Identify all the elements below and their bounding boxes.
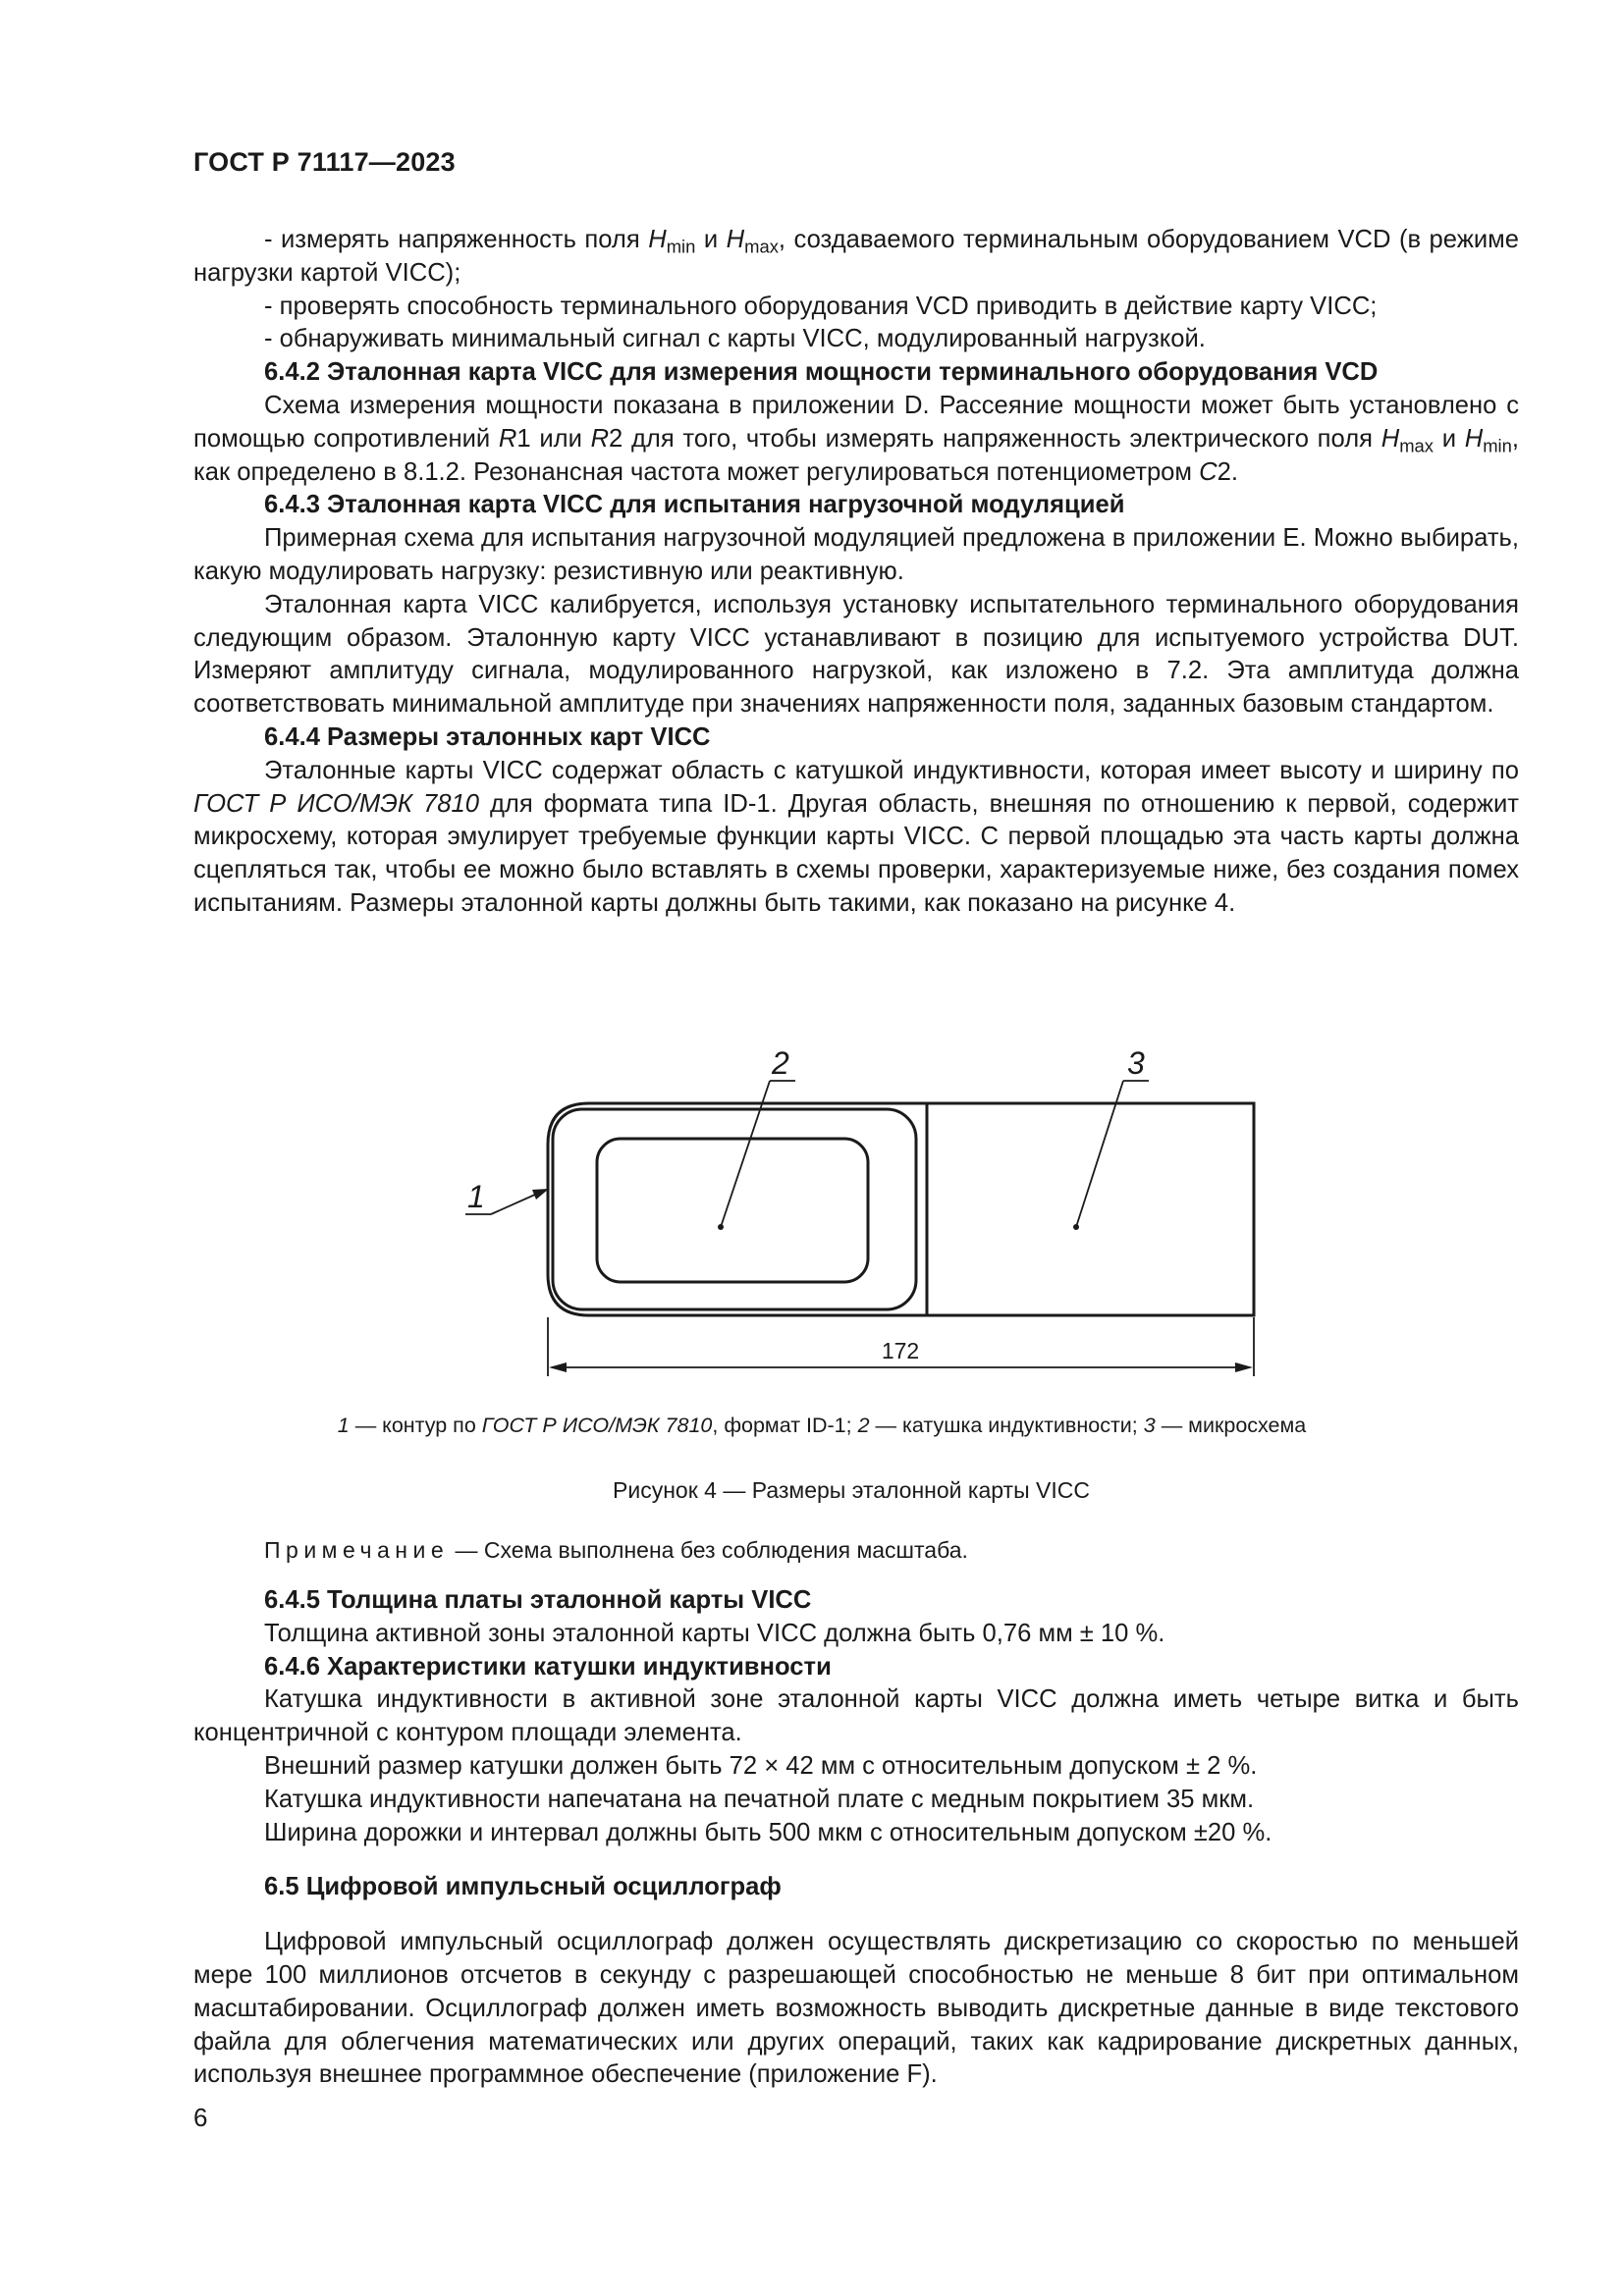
body-text-bottom (193, 1584, 1519, 2092)
coil-area (597, 1139, 868, 1282)
paragraph-6-4-6-3: Катушка индуктивности напечатана на печатной плате с медным покрытием 35 мкм. (264, 1785, 1255, 1813)
bullet-2: - проверять способность терминального оборудования VCD приводить в действие карту VICC; (264, 292, 1378, 320)
paragraph-6-4-6-2: Внешний размер катушки должен быть 72 × 42 мм с относительным допуском ± 2 %. (264, 1751, 1258, 1780)
paragraph-6-4-6-4: Ширина дорожки и интервал должны быть 500 мкм с относительным допуском ±20 %. (264, 1818, 1272, 1846)
label-2: 2 (772, 1045, 789, 1081)
label-3: 3 (1127, 1045, 1145, 1081)
document-header: ГОСТ Р 71117—2023 (193, 147, 456, 177)
bullet-3: - обнаруживать минимальный сигнал с карты VICC, модулированный нагрузкой. (264, 325, 1206, 353)
heading-6-4-4: 6.4.4 Размеры эталонных карт VICC (264, 722, 711, 751)
dimension-value: 172 (881, 1338, 920, 1363)
paragraph-6-4-2: Схема измерения мощности показана в приложении D. Рассеяние мощности может быть установлено с помощью сопротивлений R1 или R2 для того, чтобы измерять напряженность электрического поля $H_{max}$ и $H_{min}$, как определено в 8.1.2. Резонансная частота может регулироваться потенциометром C2. (193, 391, 1519, 486)
heading-6-4-5: 6.4.5 Толщина платы эталонной карты VICC (264, 1586, 812, 1614)
heading-6-4-6: 6.4.6 Характеристики катушки индуктивности (264, 1652, 832, 1681)
paragraph-6-4-5: Толщина активной зоны эталонной карты VICC должна быть 0,76 мм ± 10 %. (264, 1619, 1165, 1647)
note-label: Примечание (264, 1537, 450, 1563)
heading-6-5: 6.5 Цифровой импульсный осциллограф (264, 1873, 782, 1901)
heading-6-4-2: 6.4.2 Эталонная карта VICC для измерения мощности терминального оборудования VCD (264, 358, 1379, 387)
figure-legend: 1 — контур по ГОСТ Р ИСО/МЭК 7810, формат ID-1; 2 — катушка индуктивности; 3 — микросхема (337, 1414, 1307, 1437)
card-outline (548, 1103, 1254, 1315)
figure-caption: Рисунок 4 — Размеры эталонной карты VICC (613, 1477, 1090, 1503)
arrowhead-1 (532, 1189, 549, 1200)
note-text: — Схема выполнена без соблюдения масштаба. (449, 1537, 968, 1563)
paragraph-6-4-3-2: Эталонная карта VICC калибруется, используя установку испытательного терминального оборудования следующим образом. Эталонную карту VICC устанавливают в позицию для испытуемого устройства DUT. Измеряют амплитуду сигнала, модулированного нагрузкой, как изложено в 7.2. Эта амплитуда должна соответствовать минимальной амплитуде при значениях напряженности поля, заданных базовым стандартом. (193, 590, 1519, 719)
leader-dot-3 (1073, 1224, 1079, 1230)
leader-dot-2 (718, 1224, 724, 1230)
dimension-arrow-left (549, 1362, 567, 1372)
paragraph-6-4-3-1: Примерная схема для испытания нагрузочной модуляцией предложена в приложении E. Можно выбирать, какую модулировать нагрузку: резистивную или реактивную. (193, 524, 1519, 585)
note (264, 1537, 968, 1564)
bullet-1: - измерять напряженность поля $H_{min}$ и $H_{max}$, создаваемого терминальным оборудованием VCD (в режиме нагрузки картой VICC); (193, 226, 1519, 287)
dimension-arrow-right (1235, 1362, 1253, 1372)
heading-6-4-3: 6.4.3 Эталонная карта VICC для испытания нагрузочной модуляцией (264, 491, 1125, 519)
page-number: 6 (193, 2103, 208, 2132)
paragraph-6-4-6-1: Катушка индуктивности в активной зоне эталонной карты VICC должна иметь четыре витка и быть концентричной с контуром площади элемента. (193, 1685, 1519, 1747)
label-1: 1 (467, 1179, 485, 1214)
paragraph-6-5: Цифровой импульсный осциллограф должен осуществлять дискретизацию со скоростью по меньшей мере 100 миллионов отсчетов в секунду с разрешающей способностью не меньше 8 бит при оптимальном масштабировании. Осциллограф должен иметь возможность выводить дискретные данные в виде текстового файла для облегчения математических или других операций, таких как кадрирование дискретных данных, используя внешнее программное обеспечение (приложение F). (193, 1928, 1519, 2089)
paragraph-6-4-4: Эталонные карты VICC содержат область с катушкой индуктивности, которая имеет высоту и ширину по ГОСТ Р ИСО/МЭК 7810 для формата типа ID-1. Другая область, внешняя по отношению к первой, содержит микросхему, которая эмулирует требуемые функции карты VICC. С первой площадью эта часть карты должна сцепляться так, чтобы ее можно было вставлять в схемы проверки, характеризуемые ниже, без создания помех испытаниям. Размеры эталонной карты должны быть такими, как показано на рисунке 4. (193, 756, 1519, 917)
